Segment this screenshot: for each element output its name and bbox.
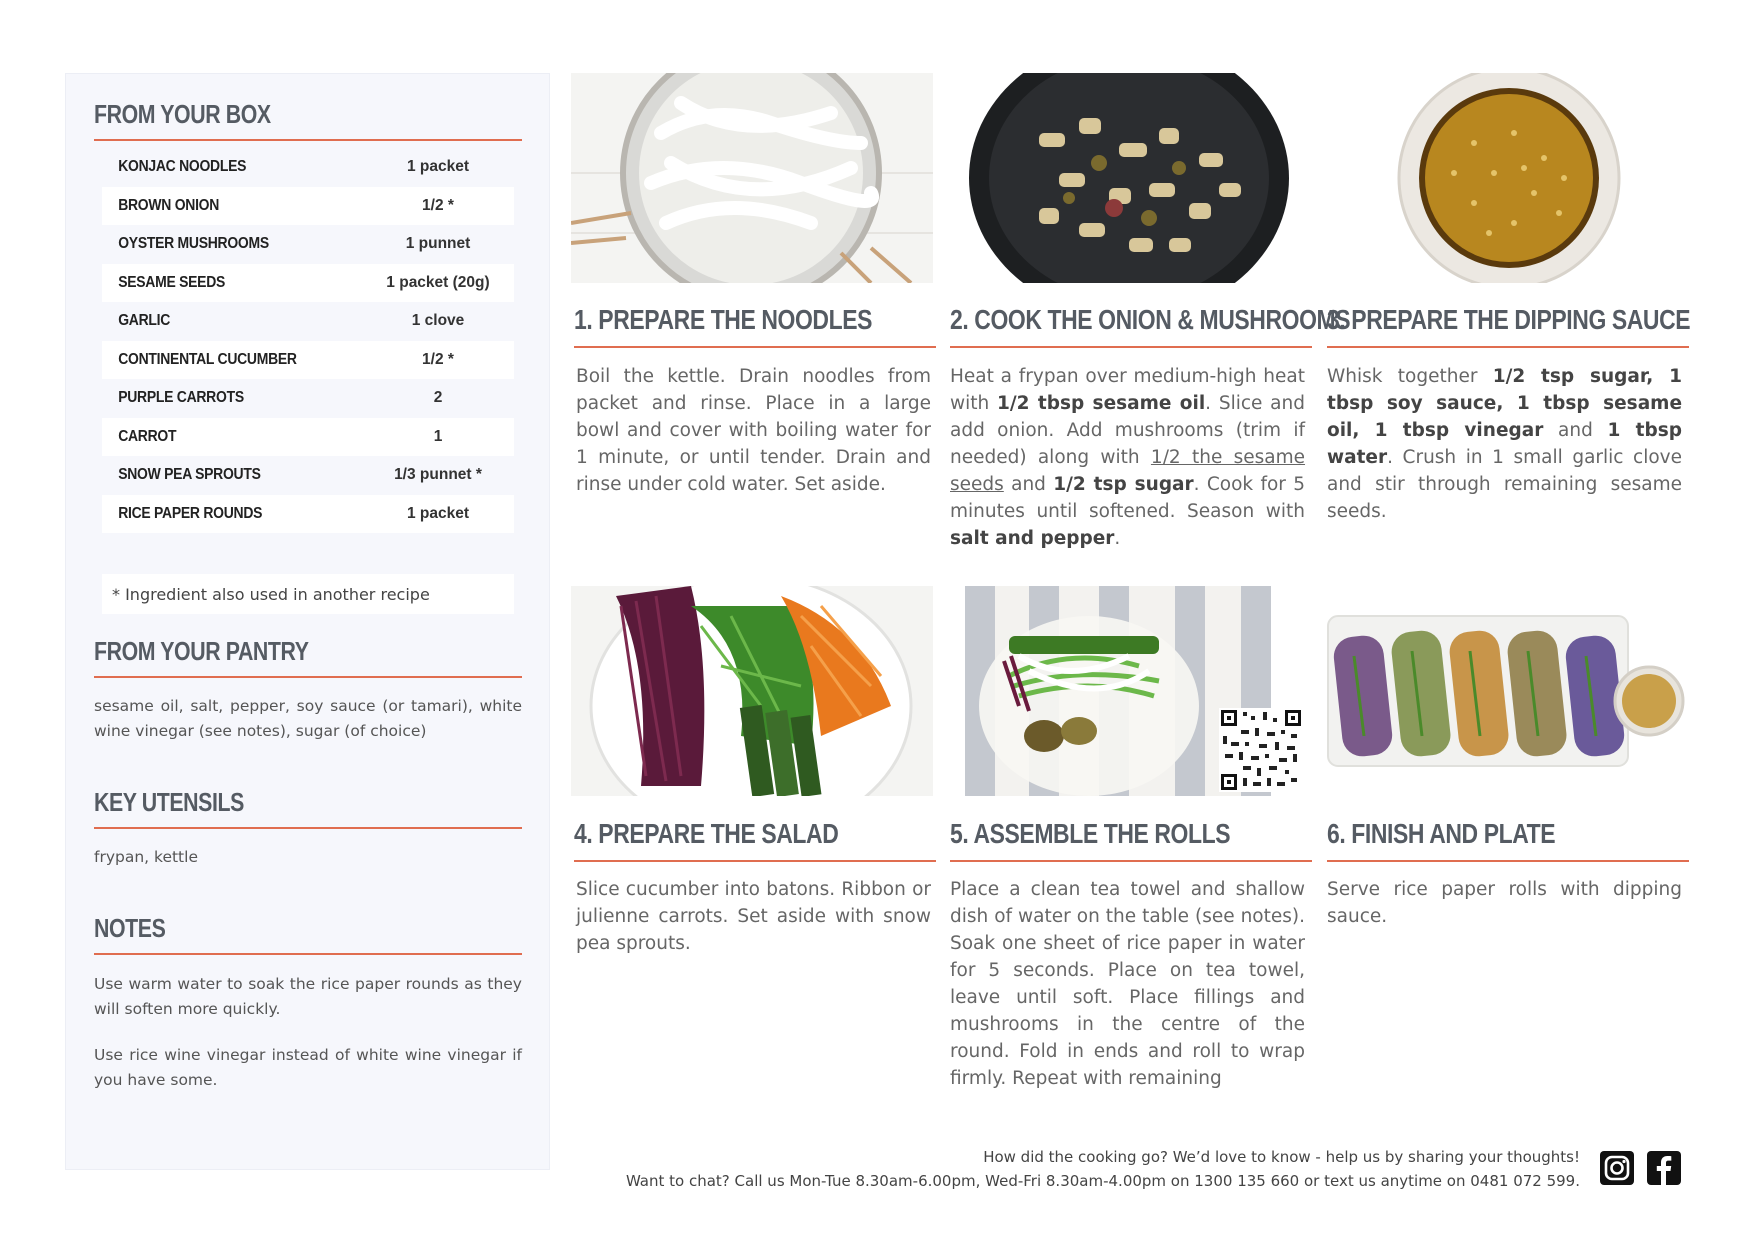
- step-5-title: 5. ASSEMBLE THE ROLLS: [950, 818, 1231, 849]
- text-run: and: [1003, 474, 1054, 495]
- ingredient-name: CARROT: [118, 427, 177, 445]
- text-run-bold: 1 tbsp water: [1327, 420, 1682, 468]
- ingredient-row: [102, 418, 514, 457]
- step-6-header: [1327, 818, 1689, 862]
- step-2-title: 2. COOK THE ONION & MUSHROOMS: [950, 304, 1351, 335]
- ingredient-name: PURPLE CARROTS: [118, 389, 244, 407]
- ingredient-note: * Ingredient also used in another recipe: [102, 574, 514, 614]
- notes-title: NOTES: [94, 913, 166, 943]
- heading-rule: [94, 676, 522, 678]
- ingredient-qty: 1/3 punnet *: [394, 466, 482, 484]
- text-run: .: [1114, 528, 1121, 549]
- step-2-header: [950, 304, 1351, 348]
- instagram-icon[interactable]: [1600, 1151, 1634, 1185]
- text-run-bold: 1/2 tsp sugar: [1053, 474, 1194, 495]
- ingredient-qty: 1/2 *: [422, 196, 454, 214]
- ingredient-row: [102, 495, 514, 534]
- ingredient-name: SESAME SEEDS: [118, 273, 226, 291]
- text-run-bold: salt and pepper: [950, 528, 1115, 549]
- salad-photo: [571, 586, 933, 796]
- text-run: Whisk together: [1327, 366, 1493, 387]
- footer-feedback-text: How did the cooking go? We’d love to know - help us by sharing your thoughts!: [983, 1148, 1580, 1166]
- plated-rolls-photo: [1324, 586, 1686, 796]
- step-6-title: 6. FINISH AND PLATE: [1327, 818, 1556, 849]
- ingredient-name: OYSTER MUSHROOMS: [118, 235, 269, 253]
- ingredient-name: GARLIC: [118, 312, 171, 330]
- step-2-text: [950, 363, 1305, 552]
- facebook-icon[interactable]: [1647, 1151, 1681, 1185]
- text-run: Heat a frypan over medium-high heat with: [950, 366, 1305, 414]
- pantry-text: sesame oil, salt, pepper, soy sauce (or tamari), white wine vinegar (see notes), sugar (of choice): [94, 697, 522, 740]
- ingredient-row: [102, 187, 514, 226]
- step-3-header: [1327, 304, 1689, 348]
- ingredient-row: [102, 302, 514, 341]
- text-run: . Crush in 1 small garlic clove and stir through remaining sesame seeds.: [1327, 447, 1682, 522]
- heading-rule: [94, 953, 522, 955]
- ingredient-row: [102, 341, 514, 380]
- ingredient-qty: 1 clove: [411, 312, 465, 330]
- heading-rule: [950, 346, 1312, 348]
- ingredient-qty: 1: [433, 427, 443, 445]
- step-5-header: [950, 818, 1312, 862]
- ingredient-row: [102, 225, 514, 264]
- step-6-text: Serve rice paper rolls with dipping sauce.: [1327, 879, 1682, 927]
- step-3-title: 3. PREPARE THE DIPPING SAUCE: [1327, 304, 1691, 335]
- assemble-photo: [949, 586, 1311, 796]
- ingredient-qty: 1/2 *: [422, 350, 454, 368]
- ingredient-name: SNOW PEA SPROUTS: [118, 466, 261, 484]
- ingredient-row: [102, 264, 514, 303]
- mushrooms-in-frypan-icon: [949, 73, 1311, 283]
- note-1: Use warm water to soak the rice paper rounds as they will soften more quickly.: [94, 975, 522, 1018]
- step-4-header: [574, 818, 936, 862]
- ingredient-qty: 2: [433, 389, 443, 407]
- ingredient-row: [102, 379, 514, 418]
- ingredient-qty: 1 packet (20g): [386, 273, 490, 291]
- mushrooms-photo: [949, 73, 1311, 283]
- ingredients-sidebar: [65, 73, 550, 1170]
- text-run-bold: 1/2 tsp sugar, 1 tbsp soy sauce, 1 tbsp sesame oil, 1 tbsp vinegar: [1327, 366, 1682, 441]
- ingredient-name: CONTINENTAL CUCUMBER: [118, 350, 297, 368]
- salad-plate-icon: [571, 586, 933, 796]
- ingredient-qty: 1 punnet: [405, 235, 471, 253]
- ingredient-name: BROWN ONION: [118, 196, 220, 214]
- noodles-in-strainer-icon: [571, 73, 933, 283]
- noodles-photo: [571, 73, 933, 283]
- step-1-header: [574, 304, 936, 348]
- heading-rule: [950, 860, 1312, 862]
- from-box-title: FROM YOUR BOX: [94, 99, 271, 129]
- step-3-text: [1327, 363, 1682, 525]
- ingredient-row: [102, 148, 514, 187]
- heading-rule: [574, 860, 936, 862]
- text-run: and: [1543, 420, 1608, 441]
- pantry-title: FROM YOUR PANTRY: [94, 636, 309, 666]
- ingredient-name: KONJAC NOODLES: [118, 158, 247, 176]
- utensils-title: KEY UTENSILS: [94, 787, 244, 817]
- ingredient-name: RICE PAPER ROUNDS: [118, 504, 263, 522]
- rolls-on-platter-icon: [1324, 586, 1686, 796]
- text-run: . Cook for 5 minutes until softened. Season with: [950, 474, 1306, 522]
- note-2: Use rice wine vinegar instead of white wine vinegar if you have some.: [94, 1046, 522, 1089]
- heading-rule: [94, 827, 522, 829]
- text-run-bold: 1/2 tbsp sesame oil: [997, 393, 1206, 414]
- footer-contact-text: Want to chat? Call us Mon-Tue 8.30am-6.00pm, Wed-Fri 8.30am-4.00pm on 1300 135 660 or text us anytime on 0481 072 599.: [625, 1172, 1580, 1190]
- qr-code-icon: [1219, 708, 1303, 792]
- text-run: . Slice and add onion. Add mushrooms (trim if needed) along with: [950, 393, 1305, 468]
- heading-rule: [94, 139, 522, 141]
- step-1-text: Boil the kettle. Drain noodles from packet and rinse. Place in a large bowl and cover with boiling water for 1 minute, or until tender. Drain and rinse under cold water. Set aside.: [576, 366, 931, 495]
- step-1-title: 1. PREPARE THE NOODLES: [574, 304, 873, 335]
- sesame-dipping-sauce-icon: [1324, 73, 1686, 283]
- dipping-sauce-photo: [1324, 73, 1686, 283]
- ingredient-row: [102, 456, 514, 495]
- heading-rule: [574, 346, 936, 348]
- step-5-text: Place a clean tea towel and shallow dish of water on the table (see notes). Soak one sheet of rice paper in water for 5 seconds. Place on tea towel, leave until soft. Place fillings and mushrooms in the centre of the round. Fold in ends and roll to wrap firmly. Repeat with remaining: [950, 879, 1305, 1089]
- ingredient-qty: 1 packet: [406, 504, 470, 522]
- step-4-text: Slice cucumber into batons. Ribbon or julienne carrots. Set aside with snow pea sprouts.: [576, 879, 931, 954]
- heading-rule: [1327, 346, 1689, 348]
- ingredient-table: [102, 148, 514, 533]
- step-4-title: 4. PREPARE THE SALAD: [574, 818, 839, 849]
- utensils-text: frypan, kettle: [94, 848, 198, 866]
- text-run-underline: 1/2 the sesame seeds: [950, 447, 1306, 495]
- heading-rule: [1327, 860, 1689, 862]
- ingredient-qty: 1 packet: [406, 158, 470, 176]
